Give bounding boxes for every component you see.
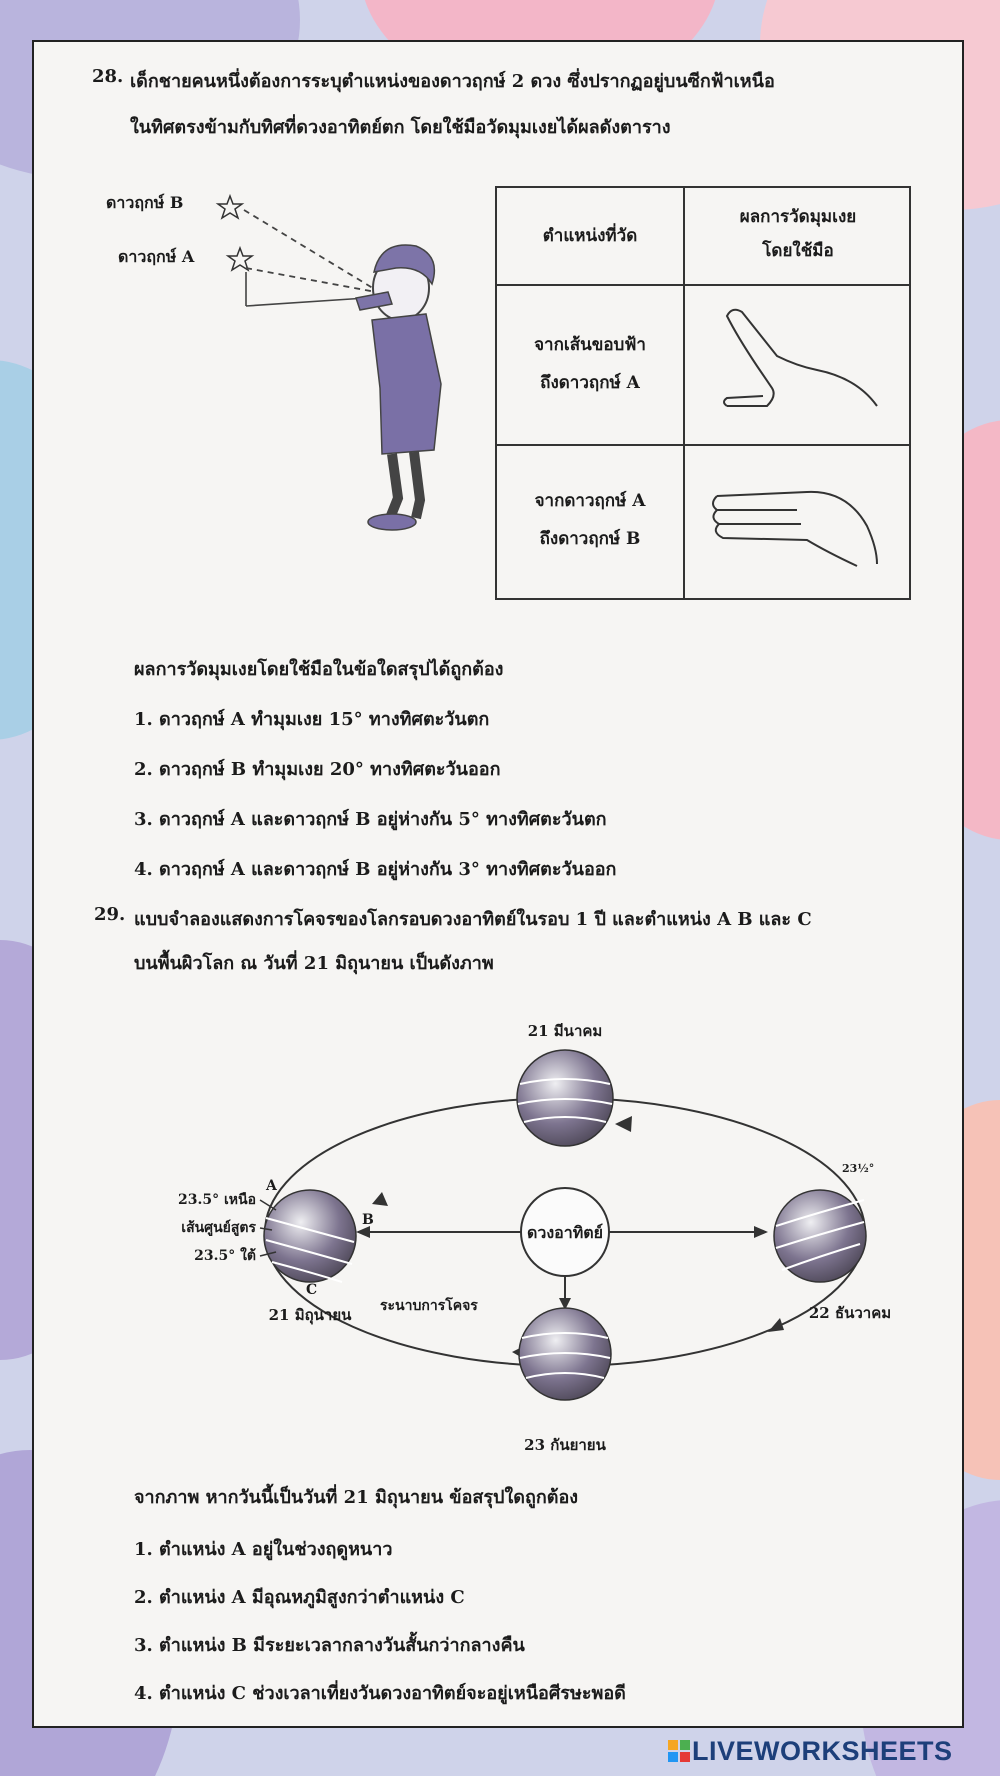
q29-line1: แบบจำลองแสดงการโคจรของโลกรอบดวงอาทิตย์ในรอบ 1 ปี และตำแหน่ง A B และ C [134, 909, 812, 930]
star-b-label: ดาวฤกษ์ B [106, 193, 184, 212]
label-december: 22 ธันวาคม [808, 1304, 892, 1322]
q28-line2: ในทิศตรงข้ามกับทิศที่ดวงอาทิตย์ตก โดยใช้มือวัดมุมเงยได้ผลดังตาราง [130, 117, 671, 138]
q28-line1: เด็กชายคนหนึ่งต้องการระบุตำแหน่งของดาวฤกษ์ 2 ดวง ซึ่งปรากฏอยู่บนซีกฟ้าเหนือ [130, 71, 775, 92]
label-june: 21 มิถุนายน [268, 1306, 352, 1324]
earth-orbit-diagram [80, 1000, 920, 1460]
table-row1-line1: จากเส้นขอบฟ้า [534, 335, 646, 355]
table-row2-line1: จากดาวฤกษ์ A [534, 491, 646, 511]
earth-march-icon [517, 1050, 613, 1146]
label-lat-south: 23.5° ใต้ [194, 1248, 256, 1264]
boy-figure [356, 245, 441, 530]
q28-choice-3[interactable]: 3. ดาวฤกษ์ A และดาวฤกษ์ B อยู่ห่างกัน 5° ทางทิศตะวันตก [134, 809, 607, 830]
label-orbit-plane: ระนาบการโคจร [380, 1298, 478, 1314]
q29-line2: บนพื้นผิวโลก ณ วันที่ 21 มิถุนายน เป็นดังภาพ [134, 953, 494, 974]
q28-choice-2[interactable]: 2. ดาวฤกษ์ B ทำมุมเงย 20° ทางทิศตะวันออก [134, 759, 501, 780]
q28-choice-1[interactable]: 1. ดาวฤกษ์ A ทำมุมเงย 15° ทางทิศตะวันตก [134, 709, 490, 730]
label-lat-north: 23.5° เหนือ [178, 1192, 256, 1208]
label-equator: เส้นศูนย์สูตร [181, 1220, 256, 1236]
boy-measuring-illustration [96, 188, 496, 608]
point-c-label: C [306, 1282, 318, 1298]
q29-choice-4[interactable]: 4. ตำแหน่ง C ช่วงเวลาเที่ยงวันดวงอาทิตย์จะอยู่เหนือศีรษะพอดี [134, 1683, 626, 1704]
q28-prompt: ผลการวัดมุมเงยโดยใช้มือในข้อใดสรุปได้ถูกต้อง [134, 659, 504, 680]
table-header-result-2: โดยใช้มือ [762, 241, 834, 261]
liveworksheets-wordmark: LIVEWORKSHEETS [692, 1736, 953, 1766]
sun-label: ดวงอาทิตย์ [526, 1223, 604, 1242]
q28-choice-4[interactable]: 4. ดาวฤกษ์ A และดาวฤกษ์ B อยู่ห่างกัน 3° ทางทิศตะวันออก [134, 859, 617, 880]
star-b-icon [218, 196, 242, 218]
star-a-icon [228, 248, 252, 270]
earth-december-icon [774, 1190, 866, 1282]
table-header-result-1: ผลการวัดมุมเงย [739, 207, 857, 227]
table-row2-line2: ถึงดาวฤกษ์ B [539, 529, 641, 549]
label-tilt: 23½° [842, 1162, 875, 1175]
table-row1-line2: ถึงดาวฤกษ์ A [540, 373, 640, 393]
sightline-b [244, 210, 376, 290]
earth-september-icon [519, 1308, 611, 1400]
q29-choice-3[interactable]: 3. ตำแหน่ง B มีระยะเวลากลางวันสั้นกว่ากลางคืน [134, 1635, 525, 1656]
earth-june-icon [264, 1190, 356, 1282]
q29-choice-2[interactable]: 2. ตำแหน่ง A มีอุณหภูมิสูงกว่าตำแหน่ง C [134, 1587, 465, 1608]
point-b-label: B [362, 1212, 374, 1228]
hand-gesture-flat-fingers-icon [697, 456, 897, 586]
star-a-label: ดาวฤกษ์ A [118, 247, 195, 266]
liveworksheets-logo[interactable] [668, 1736, 953, 1767]
label-march: 21 มีนาคม [527, 1022, 603, 1040]
q29-prompt: จากภาพ หากวันนี้เป็นวันที่ 21 มิถุนายน ข้อสรุปใดถูกต้อง [134, 1487, 579, 1508]
q29-number: 29. [94, 904, 126, 925]
sightline-a [246, 268, 376, 292]
measurement-table [495, 186, 911, 600]
point-a-label: A [266, 1178, 277, 1194]
label-september: 23 กันยายน [524, 1436, 606, 1454]
q29-choice-1[interactable]: 1. ตำแหน่ง A อยู่ในช่วงฤดูหนาว [134, 1539, 393, 1560]
table-header-position: ตำแหน่งที่วัด [542, 226, 638, 246]
q28-number: 28. [92, 66, 124, 87]
liveworksheets-logo-icon [668, 1740, 690, 1762]
measure-horizon [246, 298, 366, 306]
hand-gesture-thumb-index-icon [697, 296, 897, 436]
